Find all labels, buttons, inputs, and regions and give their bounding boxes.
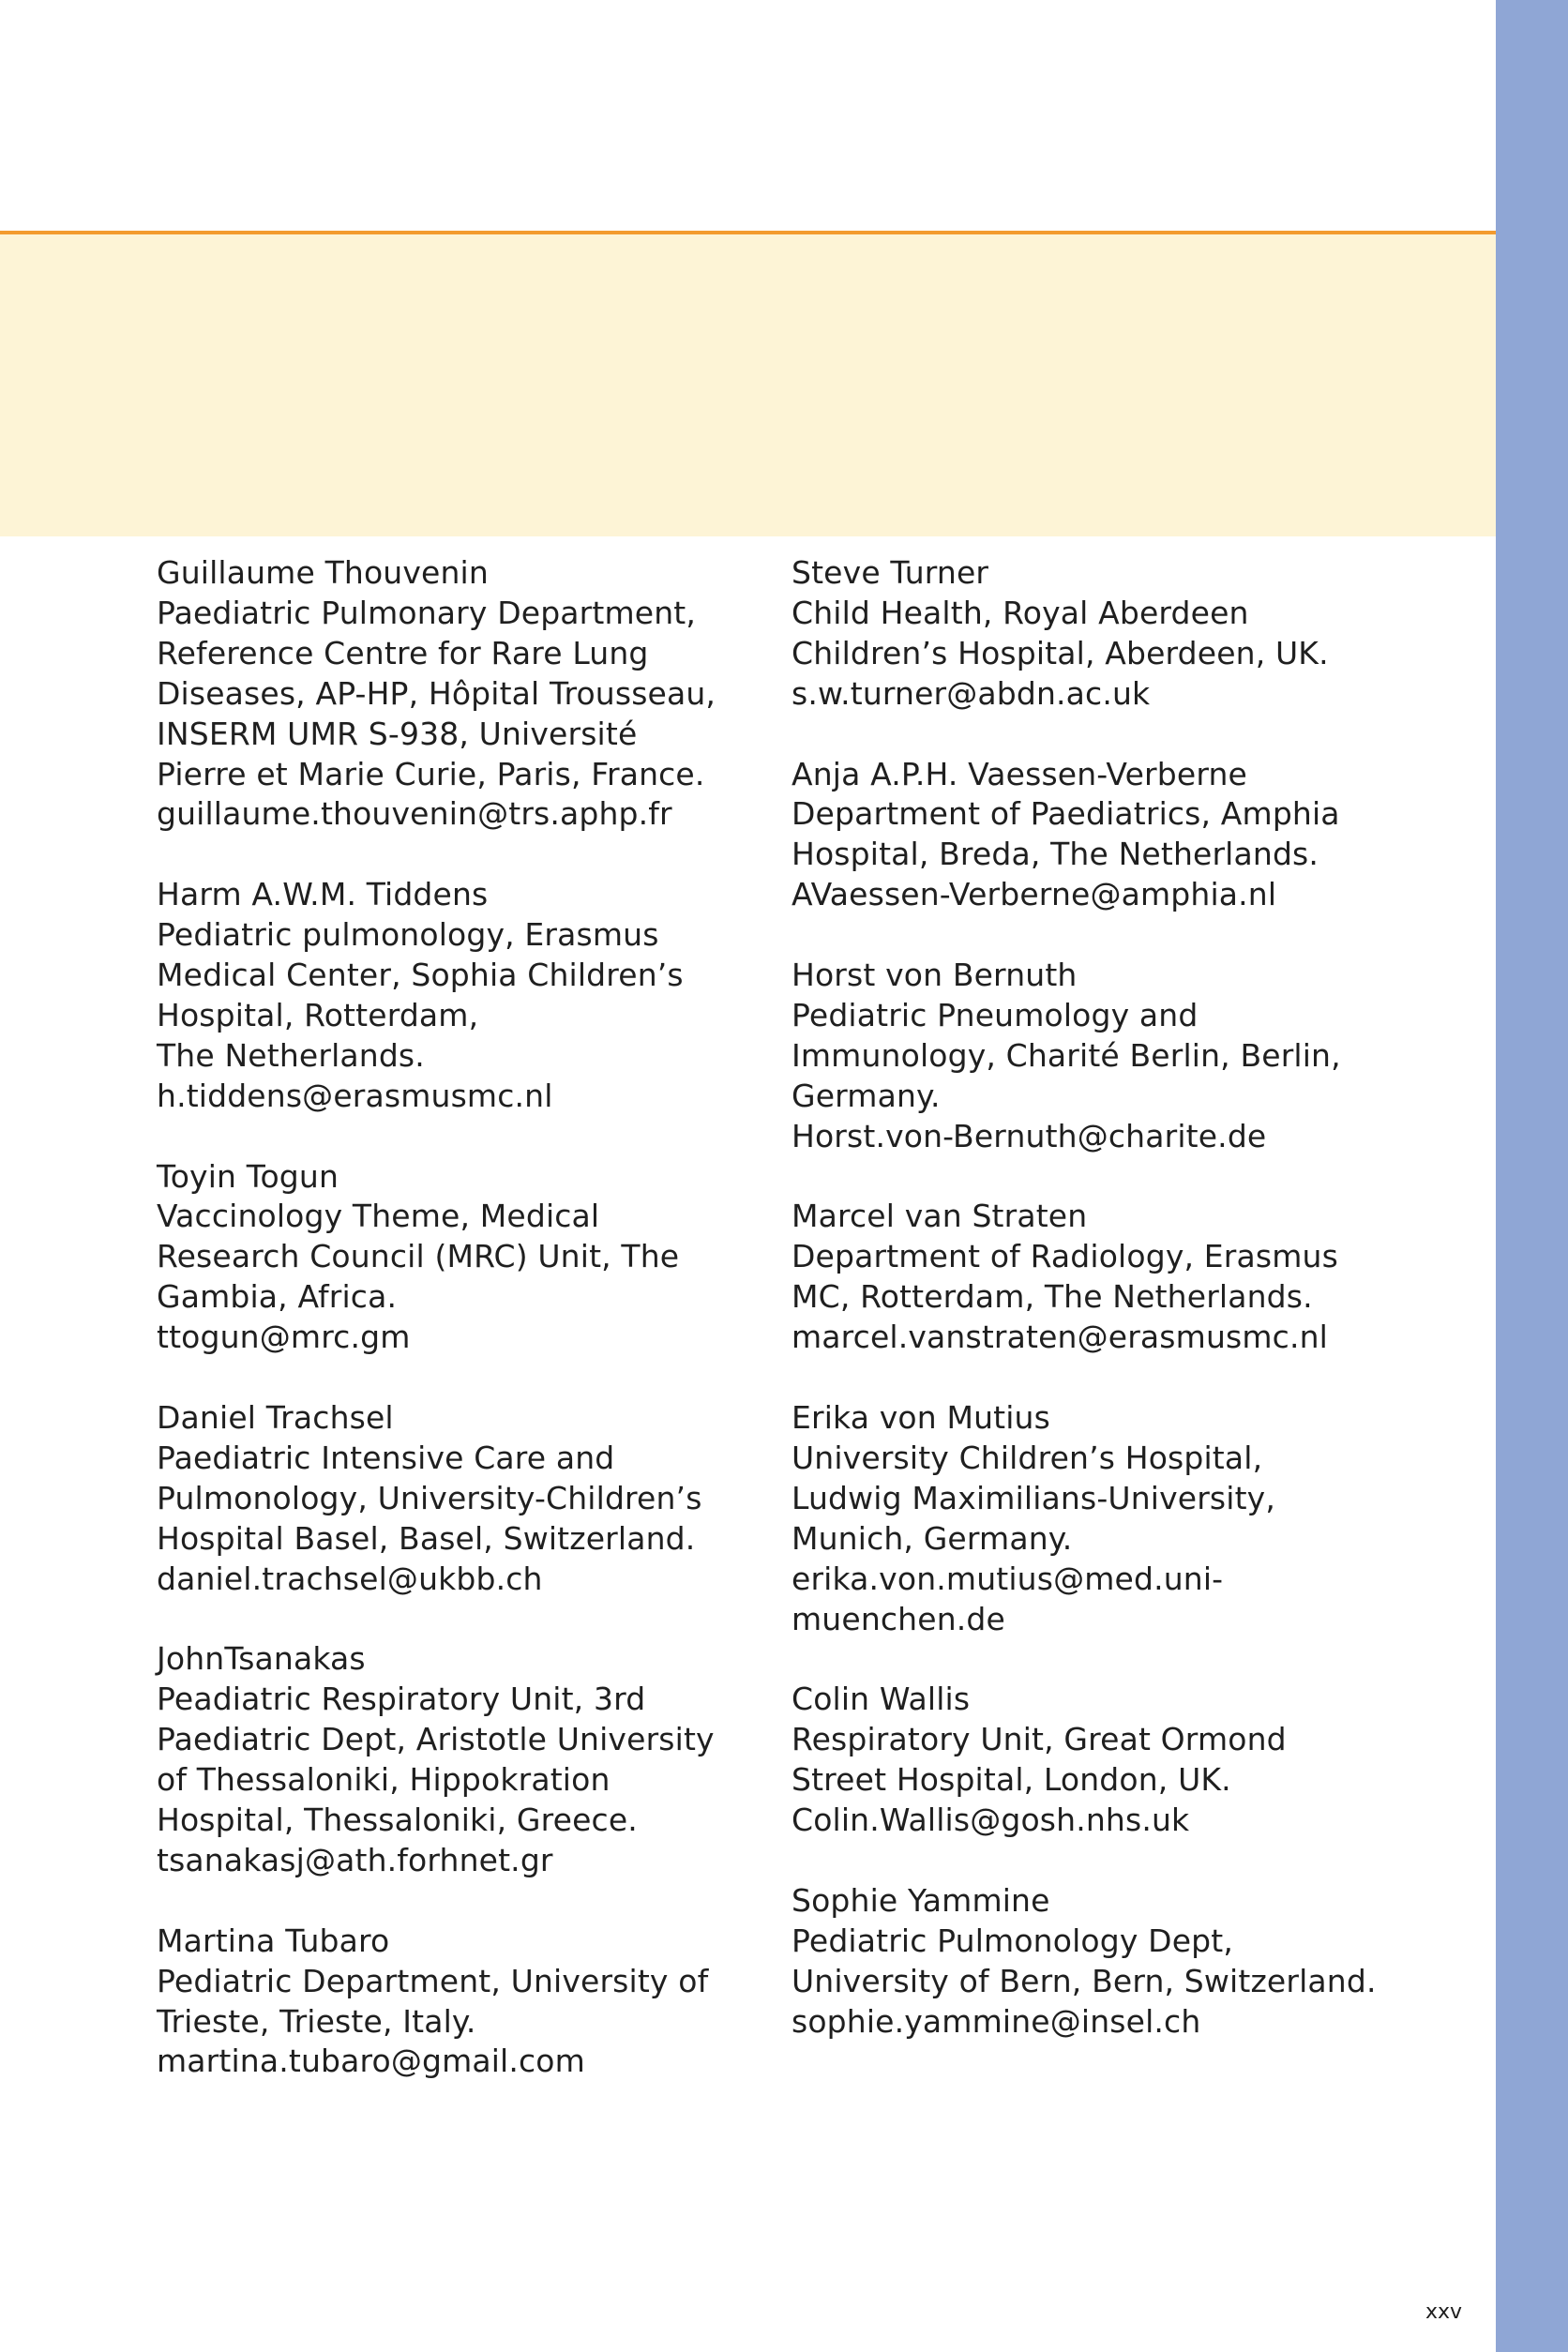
affiliation-line: Diseases, AP-HP, Hôpital Trousseau, <box>157 674 716 712</box>
contributor-name: Marcel van Straten <box>792 1198 1088 1235</box>
affiliation-line: Children’s Hospital, Aberdeen, UK. <box>792 634 1329 671</box>
affiliation-line: Paediatric Dept, Aristotle University <box>157 1721 715 1758</box>
affiliation-line: Pediatric Department, University of <box>157 1962 709 1999</box>
affiliation-line: Vaccinology Theme, Medical <box>157 1198 600 1235</box>
affiliation-line: University Children’s Hospital, <box>792 1439 1263 1476</box>
side-color-bar <box>1496 0 1568 2352</box>
affiliation-line: INSERM UMR S-938, Université <box>157 715 638 752</box>
right-column <box>792 553 1392 2082</box>
affiliation-line: Pediatric Pneumology and <box>792 996 1199 1033</box>
contributor-name: Harm A.W.M. Tiddens <box>157 876 489 913</box>
contributor-email: marcel.vanstraten@erasmusmc.nl <box>792 1319 1328 1356</box>
header-band <box>0 234 1496 536</box>
contributor-email: daniel.trachsel@ukbb.ch <box>157 1560 543 1597</box>
affiliation-line: Medical Center, Sophia Children’s <box>157 957 684 994</box>
contributor-entry <box>792 1881 1392 2043</box>
affiliation-line: Pierre et Marie Curie, Paris, France. <box>157 755 705 792</box>
contributor-email: AVaessen-Verberne@amphia.nl <box>792 876 1277 913</box>
affiliation-line: Paediatric Intensive Care and <box>157 1439 615 1476</box>
affiliation-line: Department of Paediatrics, Amphia <box>792 795 1340 833</box>
contributor-email: h.tiddens@erasmusmc.nl <box>157 1077 553 1114</box>
contributor-name: Colin Wallis <box>792 1681 971 1718</box>
contributor-email: Horst.von-Bernuth@charite.de <box>792 1117 1267 1154</box>
affiliation-line: The Netherlands. <box>157 1036 425 1074</box>
contributor-name: Guillaume Thouvenin <box>157 554 489 591</box>
contributor-entry <box>157 1639 757 1880</box>
affiliation-line: Immunology, Charité Berlin, Berlin, <box>792 1036 1341 1074</box>
contributor-email: muenchen.de <box>792 1600 1005 1637</box>
contributor-name: Horst von Bernuth <box>792 957 1078 994</box>
affiliation-line: Munich, Germany. <box>792 1519 1073 1557</box>
contributor-name: Steve Turner <box>792 554 989 591</box>
affiliation-line: Department of Radiology, Erasmus <box>792 1238 1338 1275</box>
contributor-name: Sophie Yammine <box>792 1881 1050 1919</box>
contributor-entry <box>157 553 757 835</box>
affiliation-line: erika.von.mutius@med.uni- <box>792 1560 1224 1597</box>
contributor-entry <box>792 1398 1392 1639</box>
affiliation-line: Hospital, Breda, The Netherlands. <box>792 836 1319 873</box>
contributor-entry <box>792 553 1392 715</box>
contributor-name: Daniel Trachsel <box>157 1398 394 1436</box>
affiliation-line: Pediatric pulmonology, Erasmus <box>157 916 659 954</box>
contributor-entry <box>792 1680 1392 1841</box>
affiliation-line: University of Bern, Bern, Switzerland. <box>792 1962 1377 1999</box>
affiliation-line: Paediatric Pulmonary Department, <box>157 594 697 631</box>
affiliation-line: Street Hospital, London, UK. <box>792 1761 1231 1799</box>
contributor-entry <box>157 1398 757 1600</box>
contributor-email: tsanakasj@ath.forhnet.gr <box>157 1841 553 1878</box>
affiliation-line: Gambia, Africa. <box>157 1278 398 1316</box>
contributor-email: ttogun@mrc.gm <box>157 1319 411 1356</box>
affiliation-line: Trieste, Trieste, Italy. <box>157 2002 476 2040</box>
contributor-email: Colin.Wallis@gosh.nhs.uk <box>792 1802 1190 1839</box>
contributor-name: Martina Tubaro <box>157 1922 390 1959</box>
affiliation-line: MC, Rotterdam, The Netherlands. <box>792 1278 1313 1316</box>
contributor-entry <box>792 956 1392 1157</box>
contributor-email: martina.tubaro@gmail.com <box>157 2043 585 2080</box>
affiliation-line: of Thessaloniki, Hippokration <box>157 1761 611 1799</box>
contributor-entry <box>157 1922 757 2083</box>
affiliation-line: Respiratory Unit, Great Ormond <box>792 1721 1287 1758</box>
contributor-email: s.w.turner@abdn.ac.uk <box>792 674 1151 712</box>
affiliation-line: Child Health, Royal Aberdeen <box>792 594 1249 631</box>
contributor-email: guillaume.thouvenin@trs.aphp.fr <box>157 795 672 833</box>
contributor-name: JohnTsanakas <box>157 1640 366 1678</box>
page-number: xxv <box>1425 2300 1463 2324</box>
contributor-entry <box>157 875 757 1116</box>
affiliation-line: Germany. <box>792 1077 941 1114</box>
affiliation-line: Hospital Basel, Basel, Switzerland. <box>157 1519 696 1557</box>
contributor-email: sophie.yammine@insel.ch <box>792 2002 1201 2040</box>
contributor-name: Anja A.P.H. Vaessen-Verberne <box>792 755 1247 792</box>
contributor-entry <box>792 755 1392 916</box>
affiliation-line: Hospital, Rotterdam, <box>157 996 479 1033</box>
left-column <box>157 553 757 2122</box>
contributor-entry <box>157 1157 757 1359</box>
contributor-name: Toyin Togun <box>157 1157 339 1195</box>
affiliation-line: Hospital, Thessaloniki, Greece. <box>157 1802 638 1839</box>
affiliation-line: Pulmonology, University-Children’s <box>157 1479 702 1516</box>
affiliation-line: Reference Centre for Rare Lung <box>157 634 649 671</box>
affiliation-line: Pediatric Pulmonology Dept, <box>792 1922 1233 1959</box>
contributor-name: Erika von Mutius <box>792 1398 1050 1436</box>
affiliation-line: Peadiatric Respiratory Unit, 3rd <box>157 1681 646 1718</box>
affiliation-line: Research Council (MRC) Unit, The <box>157 1238 680 1275</box>
affiliation-line: Ludwig Maximilians-University, <box>792 1479 1275 1516</box>
contributor-entry <box>792 1197 1392 1358</box>
